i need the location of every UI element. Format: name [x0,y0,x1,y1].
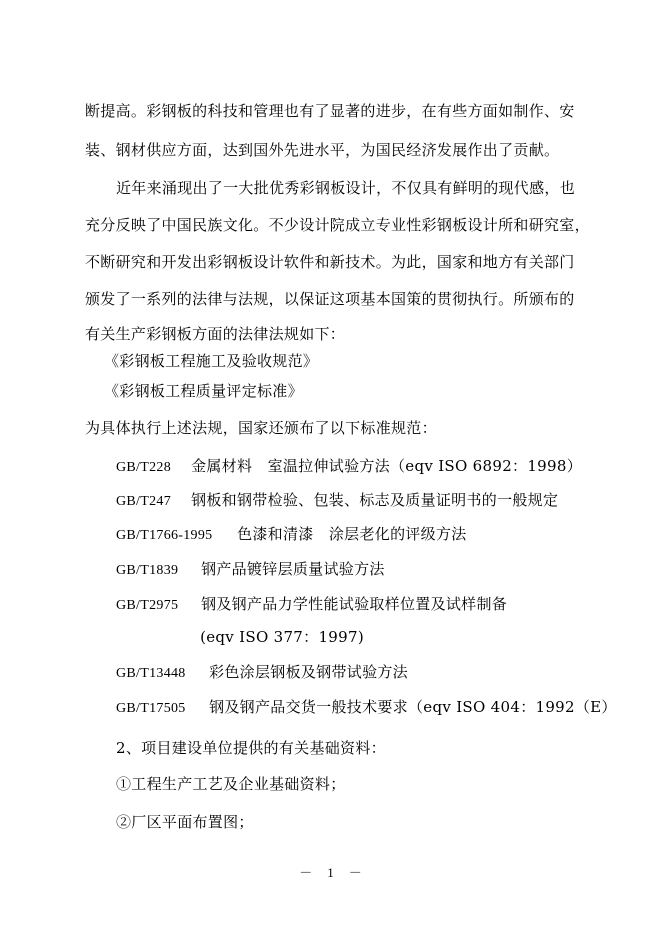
standards-intro: 为具体执行上述法规，国家还颁布了以下标准规范： [85,419,437,437]
standard-code: GB/T17505 [116,701,186,716]
standard-row-continuation [195,627,364,647]
paragraph2-line-1: 近年来涌现出了一大批优秀彩钢板设计，不仅具有鲜明的现代感，也 [116,179,576,197]
standard-code: GB/T13448 [116,666,186,681]
standard-row [116,662,408,684]
paragraph2-line-5: 有关生产彩钢板方面的法律法规如下： [85,325,346,343]
regulation-item: 《彩钢板工程施工及验收规范》 [104,352,319,370]
standard-title: 钢产品镀锌层质量试验方法 [201,560,385,578]
regulation-item: 《彩钢板工程质量评定标准》 [104,382,303,400]
page-number: － 1 － [299,865,363,880]
paragraph2-line-3: 不断研究和开发出彩钢板设计软件和新技术。为此，国家和地方有关部门 [85,253,575,271]
standard-title: 钢及钢产品交货一般技术要求（eqv ISO 404：1992（E） [209,698,617,716]
paragraph2-line-4: 颁发了一系列的法律与法规，以保证这项基本国策的贯彻执行。所颁布的 [85,290,575,308]
standard-code: GB/T2975 [116,598,179,613]
section2-item: ②厂区平面布置图； [116,813,254,831]
intro-line-1: 断提高。彩钢板的科技和管理也有了显著的进步，在有些方面如制作、安 [85,102,575,120]
standard-code: GB/T247 [116,494,171,509]
standard-code: GB/T1839 [116,563,179,578]
standard-row [116,594,507,616]
paragraph2-line-2: 充分反映了中国民族文化。不少设计院成立专业性彩钢板设计所和研究室， [85,216,590,234]
intro-line-2: 装、钢材供应方面，达到国外先进水平，为国民经济发展作出了贡献。 [85,141,560,159]
standard-code: GB/T228 [116,460,171,475]
standard-title: 钢板和钢带检验、包装、标志及质量证明书的一般规定 [191,491,559,509]
standard-row [116,697,617,719]
standard-title: (eqv ISO 377：1997) [200,628,364,646]
standard-row [116,524,467,546]
section2-item: ①工程生产工艺及企业基础资料； [116,775,346,793]
standard-code: GB/T1766-1995 [116,528,213,543]
section2-heading: 2、项目建设单位提供的有关基础资料： [116,739,386,757]
standard-title: 色漆和清漆 涂层老化的评级方法 [237,525,467,543]
standard-row [116,490,558,512]
standard-row [116,456,582,478]
standard-title: 彩色涂层钢板及钢带试验方法 [209,663,408,681]
standard-title: 金属材料 室温拉伸试验方法（eqv ISO 6892：1998） [191,457,583,475]
standard-row [116,559,385,581]
standard-title: 钢及钢产品力学性能试验取样位置及试样制备 [201,595,508,613]
